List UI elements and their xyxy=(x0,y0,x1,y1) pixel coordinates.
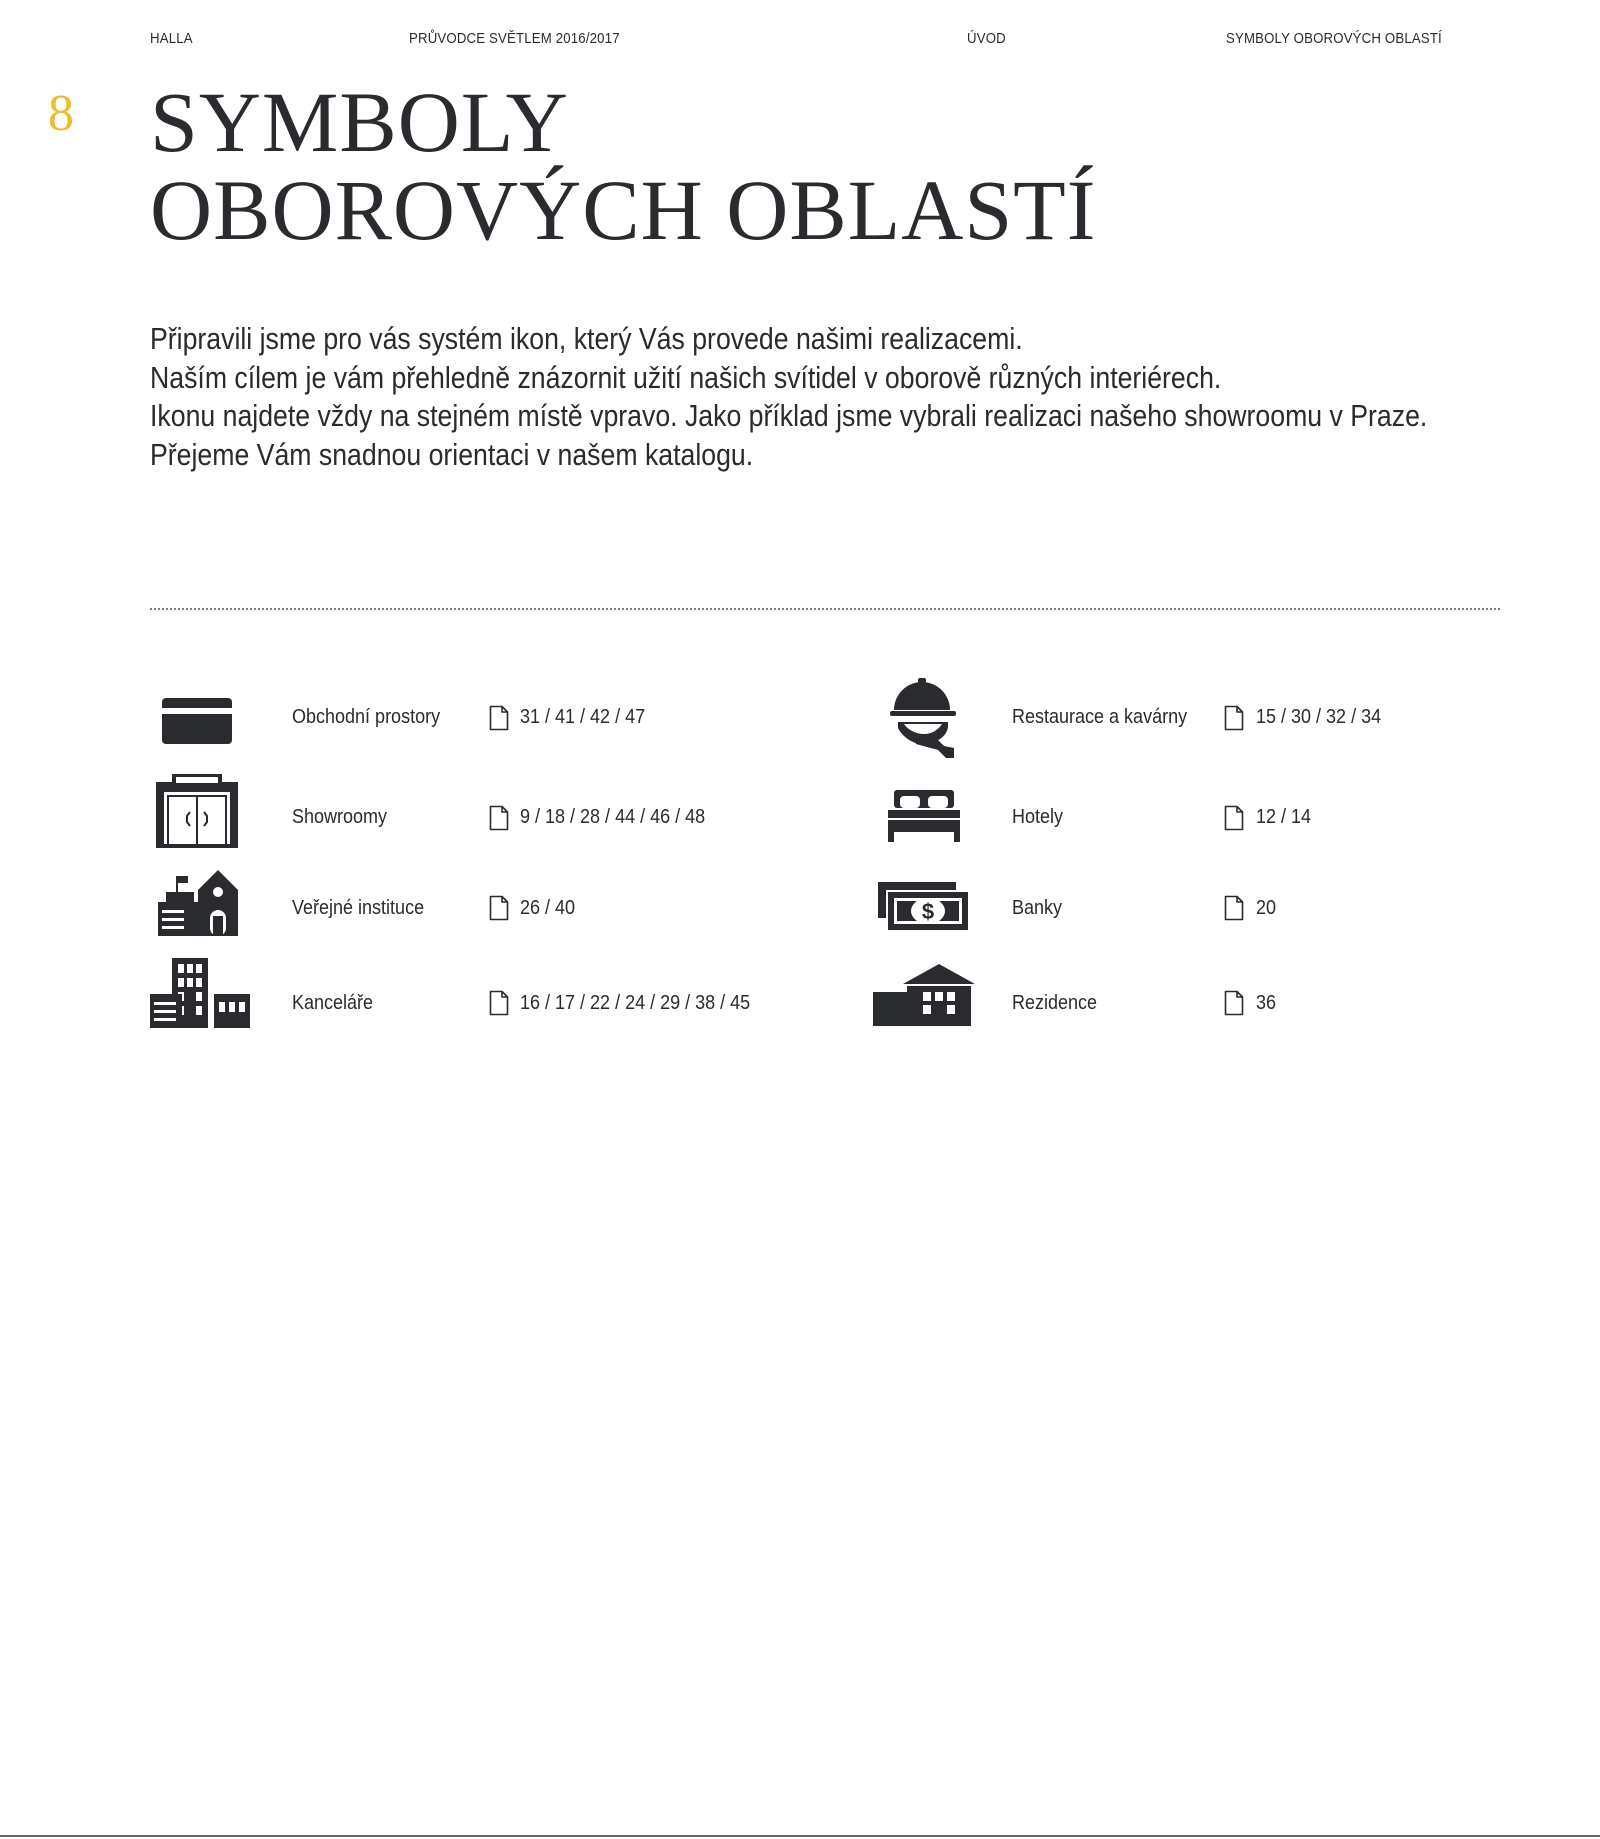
page-references: 31 / 41 / 42 / 47 xyxy=(520,706,646,728)
bottom-border xyxy=(0,1835,1600,1837)
header-section: ÚVOD xyxy=(967,30,1006,47)
page-references: 20 xyxy=(1256,897,1277,919)
category-label: Rezidence xyxy=(1012,992,1098,1014)
header-brand: HALLA xyxy=(150,30,193,47)
category-label: Obchodní prostory xyxy=(292,706,441,728)
intro-line: Naším cílem je vám přehledně znázornit užití našich svítidel v oborově různých interiérech. xyxy=(150,359,1222,395)
public-building-icon xyxy=(158,870,240,936)
page-references: 9 / 18 / 28 / 44 / 46 / 48 xyxy=(520,806,706,828)
category-label: Kanceláře xyxy=(292,992,374,1014)
page-references: 12 / 14 xyxy=(1256,806,1312,828)
page-icon xyxy=(1224,705,1244,736)
page-references: 26 / 40 xyxy=(520,897,576,919)
waiter-cloche-icon xyxy=(890,678,960,758)
banknote-icon xyxy=(878,882,968,930)
page-references: 36 xyxy=(1256,992,1277,1014)
page-icon xyxy=(489,990,509,1021)
intro-line: Připravili jsme pro vás systém ikon, který Vás provede našimi realizacemi. xyxy=(150,321,1023,356)
intro-line: Ikonu najdete vždy na stejném místě vpravo. Jako příklad jsme vybrali realizaci našeho showroomu v Praze. xyxy=(150,398,1428,433)
elevator-icon xyxy=(156,774,238,848)
dotted-divider xyxy=(150,608,1500,610)
bed-icon xyxy=(888,790,960,842)
intro-line: Přejeme Vám snadnou orientaci v našem katalogu. xyxy=(150,436,754,472)
category-label: Banky xyxy=(1012,897,1063,919)
page-icon xyxy=(489,805,509,836)
header-chapter: SYMBOLY OBOROVÝCH OBLASTÍ xyxy=(1226,30,1442,47)
page-title xyxy=(150,74,1097,258)
page-icon xyxy=(1224,990,1244,1021)
category-label: Showroomy xyxy=(292,806,388,828)
page-number: 8 xyxy=(48,85,74,142)
credit-card-icon xyxy=(162,698,232,744)
svg-text:$: $ xyxy=(921,899,935,924)
category-label: Restaurace a kavárny xyxy=(1012,706,1188,728)
title-line-2: OBOROVÝCH OBLASTÍ xyxy=(150,162,1097,258)
house-icon xyxy=(873,964,975,1026)
intro-paragraph xyxy=(150,320,1428,474)
office-buildings-icon xyxy=(150,958,250,1028)
page-references: 15 / 30 / 32 / 34 xyxy=(1256,706,1382,728)
page-icon xyxy=(489,705,509,736)
page-icon xyxy=(489,895,509,926)
category-label: Veřejné instituce xyxy=(292,897,425,919)
category-label: Hotely xyxy=(1012,806,1064,828)
page-icon xyxy=(1224,805,1244,836)
title-line-1: SYMBOLY xyxy=(150,74,569,170)
page-references: 16 / 17 / 22 / 24 / 29 / 38 / 45 xyxy=(520,992,751,1014)
header-guide: PRŮVODCE SVĚTLEM 2016/2017 xyxy=(409,30,620,47)
page-icon xyxy=(1224,895,1244,926)
